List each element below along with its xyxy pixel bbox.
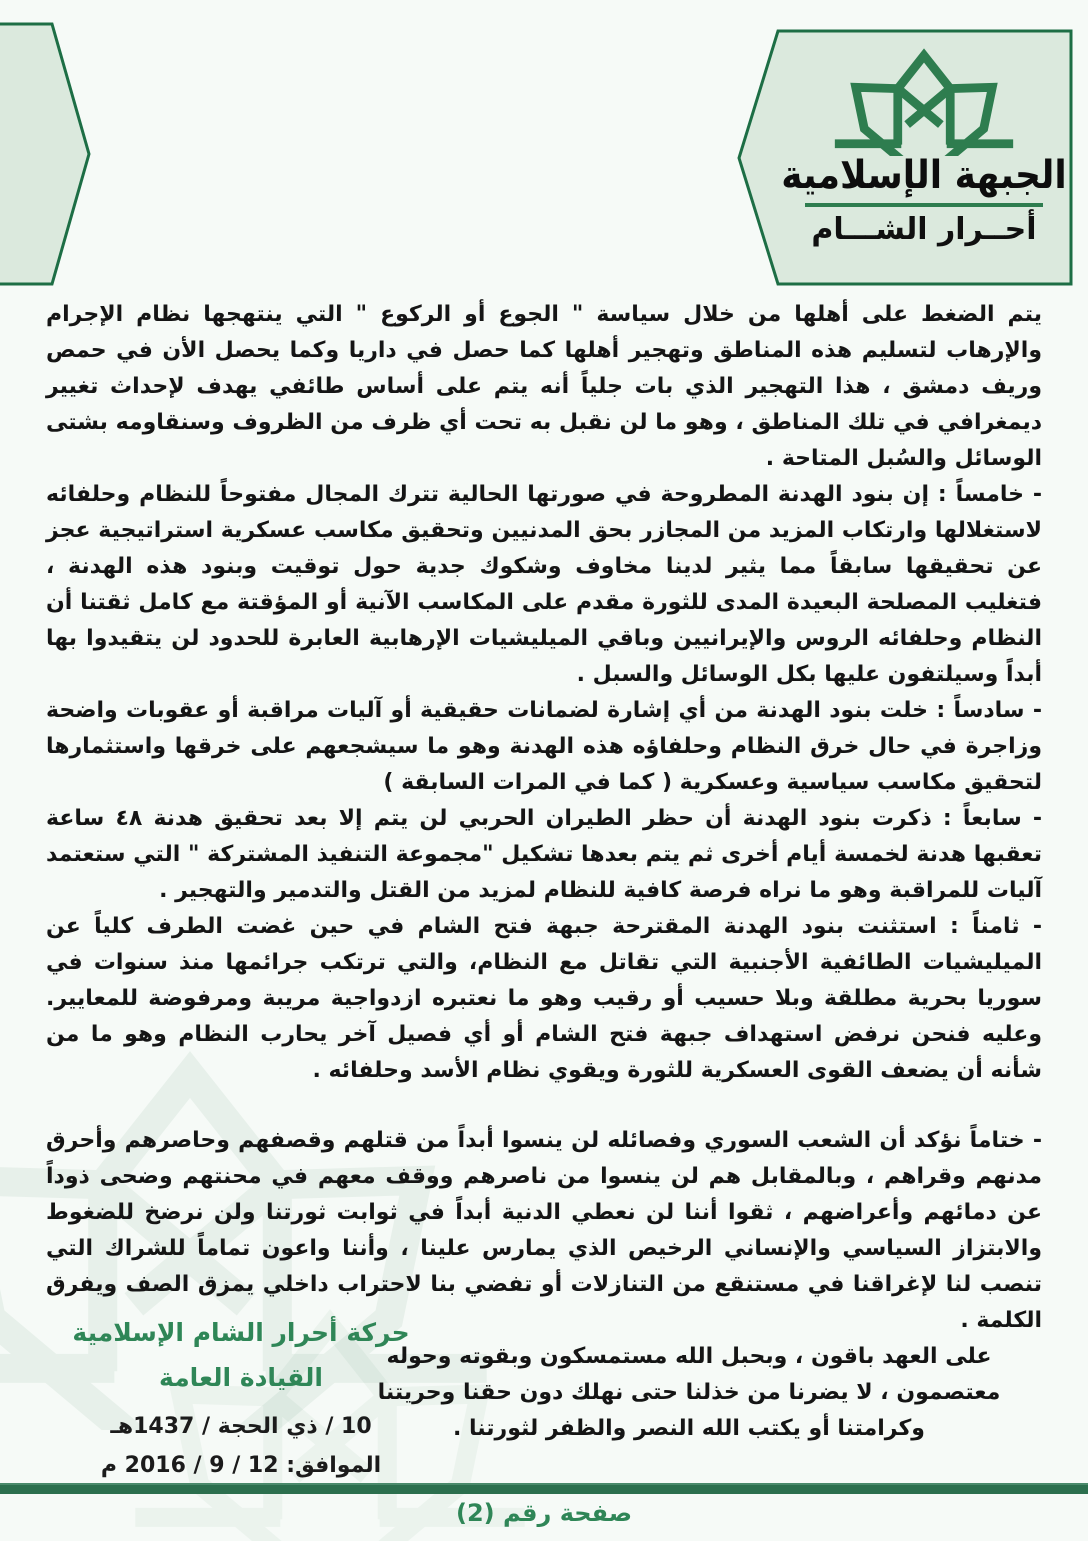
footer-divider-bar (0, 1483, 1088, 1494)
statement-body (46, 297, 1042, 1447)
paragraph-seventh-point: - سابعاً : ذكرت بنود الهدنة أن حظر الطيران الحربي لن يتم إلا بعد تحقيق هدنة ٤٨ ساعة تعقبها هدنة لخمسة أيام أخرى ثم يتم بعدها تشكيل "مجموعة التنفيذ المشتركة " التي ستعتمد آليات للمراقبة وهو ما نراه فرصة كافية للنظام لمزيد من القتل والتدمير والتهجير . (46, 806, 1042, 903)
org-name: أحــرار الشـــام (811, 211, 1037, 247)
org-logo (780, 38, 1068, 247)
closing-pledge: على العهد باقون ، وبحبل الله مستمسكون وبقوته وحوله معتصمون ، لا يضرنا من خذلنا حتى نهلك دون حقنا وحريتنا وكرامتنا أو يكتب الله النصر والظفر لثورتنا . (377, 1344, 1001, 1441)
paragraph-intro: يتم الضغط على أهلها من خلال سياسة " الجوع أو الركوع " التي ينتهجها نظام الإجرام والإرهاب لتسليم هذه المناطق وتهجير أهلها كما حصل في داريا وكما يحصل الأن في حمص وريف دمشق ، هذا التهجير الذي بات جلياً أنه يتم على أساس طائفي يهدف لإحداث تغيير ديمغرافي في تلك المناطق ، وهو ما لن نقبل به تحت أي ظرف من الظروف وسنقاومه بشتى الوسائل والسُبل المتاحة . (46, 302, 1042, 471)
signature-block (30, 1318, 452, 1492)
signature-org: حركة أحرار الشام الإسلامية (72, 1318, 410, 1347)
paragraph-fifth-point: - خامساً : إن بنود الهدنة المطروحة في صورتها الحالية تترك المجال مفتوحاً للنظام وحلفائه لاستغلالها وارتكاب المزيد من المجازر بحق المدنيين وتحقيق مكاسب عسكرية استراتيجية عجز عن تحقيقها سابقاً مما يثير لدينا مخاوف وشكوك جدية حول توقيت وبنود هذه الهدنة ، فتغليب المصلحة البعيدة المدى للثورة مقدم على المكاسب الآنية أو المؤقتة مع كامل ثقتنا أن النظام وحلفائه الروس والإيرانيين وباقي الميليشيات الإرهابية العابرة للحدود لن يتقيدوا بها أبداً وسيلتفون عليها بكل الوسائل والسبل . (46, 482, 1042, 687)
paragraph-sixth-point: - سادساً : خلت بنود الهدنة من أي إشارة لضمانات حقيقية أو آليات مراقبة أو عقوبات واضحة وزاجرة في حال خرق النظام وحلفاؤه هذه الهدنة وهو ما سيشجعهم على خرقها واستثمارها لتحقيق مكاسب سياسية وعسكرية ( كما في المرات السابقة ) (46, 698, 1042, 795)
signature-title: القيادة العامة (159, 1363, 323, 1392)
corner-banner (0, 24, 89, 284)
signature-date-gregorian: الموافق: 12 / 9 / 2016 م (100, 1453, 382, 1478)
logo-arches-icon (817, 38, 1031, 156)
signature-date-hijri: 10 / ذي الحجة / 1437هـ (110, 1414, 372, 1439)
paragraph-conclusion: - ختاماً نؤكد أن الشعب السوري وفصائله لن ينسوا أبداً من قتلهم وقصفهم وحاصرهم وأحرق مدنهم وقراهم ، وبالمقابل هم لن ينسوا من ناصرهم ووقف معهم في محنتهم وضحى ذوداً عن دمائهم وأعراضهم ، ثقوا أننا لن نعطي الدنية أبداً في ثوابت ثورتنا ولن نرضخ للضغوط والابتزاز السياسي والإنساني الرخيص الذي يمارس علينا ، وأننا واعون تماماً للشراك التي تنصب لنا لإغراقنا في مستنقع من التنازلات أو تفضي بنا لاحتراب داخلي يمزق الصف ويفرق الكلمة . (46, 1128, 1042, 1333)
page-number: صفحة رقم (2) (455, 1499, 633, 1527)
logo-divider (805, 203, 1043, 207)
paragraph-eighth-point: - ثامناً : استثنت بنود الهدنة المقترحة جبهة فتح الشام في حين غضت الطرف كلياً عن الميليشيات الطائفية الأجنبية التي تقاتل مع النظام، والتي ترتكب جرائمها منذ سنوات في سوريا بحرية مطلقة وبلا حسيب أو رقيب وهو ما نعتبره ازدواجية مريبة ومرفوضة للمعايير. وعليه فنحن نرفض استهداف جبهة فتح الشام أو أي فصيل آخر يحارب النظام وهو ما من شأنه أن يضعف القوى العسكرية للثورة ويقوي نظام الأسد وحلفائه . (46, 914, 1042, 1083)
logo-calligraphy-title: الجبهة الإسلامية (781, 153, 1067, 198)
